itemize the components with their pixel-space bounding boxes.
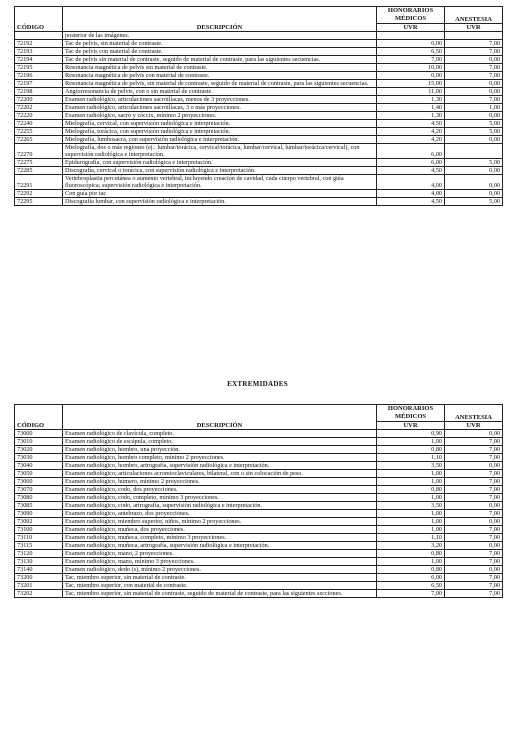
section-title: EXTREMIDADES bbox=[227, 380, 288, 388]
row-code: 73000 bbox=[15, 430, 63, 438]
table-row bbox=[15, 542, 503, 550]
row-anestesia-uvr: 7,00 bbox=[445, 64, 503, 72]
row-code: 72220 bbox=[15, 112, 63, 120]
row-code: 72255 bbox=[15, 128, 63, 136]
row-honorarios-uvr: 4,50 bbox=[377, 198, 445, 206]
row-honorarios-uvr: 0,90 bbox=[377, 430, 445, 438]
row-anestesia-uvr: 7,00 bbox=[445, 526, 503, 534]
header-description: DESCRIPCIÓN bbox=[63, 405, 377, 430]
row-description: Con guía por tac bbox=[63, 190, 377, 198]
table-row bbox=[15, 550, 503, 558]
row-honorarios-uvr: 6,00 bbox=[377, 574, 445, 582]
table-row bbox=[15, 470, 503, 478]
table-row bbox=[15, 518, 503, 526]
row-description: Examen radiológico, hombro, artrografía, supervisión radiológica e interpretación. bbox=[63, 462, 377, 470]
row-description: Examen radiológico, codo, completo, mínimo 3 proyecciones. bbox=[63, 494, 377, 502]
row-code: 73115 bbox=[15, 542, 63, 550]
row-honorarios-uvr: 6,00 bbox=[377, 144, 445, 159]
header-uvr-honorarios: UVR bbox=[377, 422, 445, 430]
row-code: 72197 bbox=[15, 80, 63, 88]
header-anestesia: ANESTESIA bbox=[445, 7, 503, 24]
table-row bbox=[15, 574, 503, 582]
header-code: CÓDIGO bbox=[15, 405, 63, 430]
row-code: 73092 bbox=[15, 518, 63, 526]
row-honorarios-uvr: 11,00 bbox=[377, 88, 445, 96]
row-description: Examen radiológico, codo, artrografía, supervisión radiológica e interpretación. bbox=[63, 502, 377, 510]
table-row bbox=[15, 88, 503, 96]
row-anestesia-uvr: 5,00 bbox=[445, 198, 503, 206]
row-code: 72265 bbox=[15, 136, 63, 144]
row-honorarios-uvr: 4,00 bbox=[377, 175, 445, 190]
row-description: Examen radiológico, articulaciones sacroilíacas, menos de 3 proyecciones. bbox=[63, 96, 377, 104]
row-anestesia-uvr: 7,00 bbox=[445, 486, 503, 494]
row-anestesia-uvr: 5,00 bbox=[445, 159, 503, 167]
row-anestesia-uvr: 7,00 bbox=[445, 40, 503, 48]
row-code: 73110 bbox=[15, 534, 63, 542]
table-row bbox=[15, 590, 503, 598]
row-code: 73200 bbox=[15, 574, 63, 582]
row-anestesia-uvr: 7,00 bbox=[445, 446, 503, 454]
fee-table-pelvis bbox=[14, 6, 503, 206]
row-honorarios-uvr: 6,00 bbox=[377, 159, 445, 167]
row-code: 72295 bbox=[15, 198, 63, 206]
table-row bbox=[15, 159, 503, 167]
table-row bbox=[15, 454, 503, 462]
row-anestesia-uvr bbox=[445, 32, 503, 40]
row-description: Examen radiológico, mano, mínimo 3 proyecciones. bbox=[63, 558, 377, 566]
row-code: 72196 bbox=[15, 72, 63, 80]
row-honorarios-uvr: 1,00 bbox=[377, 470, 445, 478]
row-code: 72192 bbox=[15, 40, 63, 48]
row-description: Examen radiológico, muñeca, completo, mínimo 3 proyecciones. bbox=[63, 534, 377, 542]
row-description: Tac de pelvis con material de contraste. bbox=[63, 48, 377, 56]
row-anestesia-uvr: 7,00 bbox=[445, 454, 503, 462]
row-code: 73040 bbox=[15, 462, 63, 470]
row-description: Vertebroplastia percutánea o aumento vertebral, incluyendo creación de cavidad, cada cuerpo vertebral, con guía fluoroscópica; supervisión radiológica e interpretación. bbox=[63, 175, 377, 190]
table-row bbox=[15, 478, 503, 486]
row-code: 72270 bbox=[15, 144, 63, 159]
row-code: 72291 bbox=[15, 175, 63, 190]
row-anestesia-uvr bbox=[445, 144, 503, 159]
table-row bbox=[15, 96, 503, 104]
row-anestesia-uvr: 7,00 bbox=[445, 550, 503, 558]
table-row bbox=[15, 462, 503, 470]
row-honorarios-uvr: 6,00 bbox=[377, 40, 445, 48]
header-honorarios: HONORARIOS MÉDICOS bbox=[377, 405, 445, 422]
row-description: Examen radiológico, codo, dos proyecciones. bbox=[63, 486, 377, 494]
row-description: Mielografía, cervical, con supervisión radiológica e interpretación. bbox=[63, 120, 377, 128]
table-row bbox=[15, 510, 503, 518]
row-anestesia-uvr: 0,00 bbox=[445, 190, 503, 198]
row-honorarios-uvr: 1,00 bbox=[377, 438, 445, 446]
row-description: Examen radiológico, antebrazo, dos proyecciones. bbox=[63, 510, 377, 518]
row-honorarios-uvr: 3,20 bbox=[377, 542, 445, 550]
table-row bbox=[15, 120, 503, 128]
row-code: 73010 bbox=[15, 438, 63, 446]
row-anestesia-uvr: 7,00 bbox=[445, 72, 503, 80]
table-body bbox=[15, 32, 503, 206]
row-description: Examen radiológico, miembro superior, niños, mínimo 2 proyecciones. bbox=[63, 518, 377, 526]
row-description: Epidurografía, con supervisión radiológica e interpretación. bbox=[63, 159, 377, 167]
row-code: 72193 bbox=[15, 48, 63, 56]
table-row bbox=[15, 48, 503, 56]
row-honorarios-uvr: 0,80 bbox=[377, 566, 445, 574]
row-honorarios-uvr: 0,80 bbox=[377, 550, 445, 558]
row-description: Examen radiológico, hombro completo, mínimo 2 proyecciones. bbox=[63, 454, 377, 462]
row-anestesia-uvr: 0,00 bbox=[445, 462, 503, 470]
row-honorarios-uvr: 6,50 bbox=[377, 582, 445, 590]
table-row bbox=[15, 526, 503, 534]
row-code: 73060 bbox=[15, 478, 63, 486]
row-description: Examen radiológico, muñeca, artrografía, supervisión radiológica e interpretación. bbox=[63, 542, 377, 550]
row-anestesia-uvr: 0,00 bbox=[445, 80, 503, 88]
row-code: 73020 bbox=[15, 446, 63, 454]
header-uvr-anestesia: UVR bbox=[445, 24, 503, 32]
row-honorarios-uvr: 4,50 bbox=[377, 120, 445, 128]
row-anestesia-uvr: 0,00 bbox=[445, 175, 503, 190]
row-description: Tac de pelvis sin material de contraste, seguido de material de contraste, para las siguientes secuencias. bbox=[63, 56, 377, 64]
row-anestesia-uvr: 7,00 bbox=[445, 510, 503, 518]
table-row bbox=[15, 190, 503, 198]
row-code: 73201 bbox=[15, 582, 63, 590]
row-anestesia-uvr: 0,00 bbox=[445, 88, 503, 96]
header-honorarios: HONORARIOS MÉDICOS bbox=[377, 7, 445, 24]
row-honorarios-uvr: 3,50 bbox=[377, 462, 445, 470]
header-uvr-anestesia: UVR bbox=[445, 422, 503, 430]
row-honorarios-uvr: 1,00 bbox=[377, 478, 445, 486]
table-row bbox=[15, 167, 503, 175]
table-row bbox=[15, 566, 503, 574]
row-anestesia-uvr: 7,00 bbox=[445, 582, 503, 590]
table-row bbox=[15, 40, 503, 48]
row-description: Angiorresonancia de pelvis, con o sin material de contraste. bbox=[63, 88, 377, 96]
row-code: 73085 bbox=[15, 502, 63, 510]
row-code: 72292 bbox=[15, 190, 63, 198]
table-body bbox=[15, 430, 503, 598]
row-description: Resonancia magnética de pelvis sin material de contraste. bbox=[63, 64, 377, 72]
row-description: Mielografía, torácica, con supervisión radiológica e interpretación. bbox=[63, 128, 377, 136]
row-honorarios-uvr: 1,30 bbox=[377, 112, 445, 120]
row-anestesia-uvr: 7,00 bbox=[445, 574, 503, 582]
row-anestesia-uvr: 0,00 bbox=[445, 502, 503, 510]
row-description: Resonancia magnética de pelvis, sin material de contraste, seguido de material de contraste, para las siguientes secuencias. bbox=[63, 80, 377, 88]
row-description: posterior de las imágenes. bbox=[63, 32, 377, 40]
row-description: Tac de pelvis, sin material de contraste. bbox=[63, 40, 377, 48]
row-description: Mielografía, dos o más regiones (ej.: lumbar/torácica, cervical/torácica, lumbar/cervical, lumbar/torácica/cervical), con supervisión radiológica e interpretación. bbox=[63, 144, 377, 159]
row-anestesia-uvr: 0,00 bbox=[445, 430, 503, 438]
table-row bbox=[15, 112, 503, 120]
row-honorarios-uvr: 0,00 bbox=[377, 72, 445, 80]
row-description: Examen radiológico de clavícula, completo. bbox=[63, 430, 377, 438]
table-row bbox=[15, 446, 503, 454]
row-anestesia-uvr: 0,00 bbox=[445, 56, 503, 64]
row-honorarios-uvr: 4,20 bbox=[377, 136, 445, 144]
row-honorarios-uvr: 15,00 bbox=[377, 80, 445, 88]
row-anestesia-uvr: 0,00 bbox=[445, 136, 503, 144]
row-anestesia-uvr: 5,00 bbox=[445, 128, 503, 136]
row-honorarios-uvr: 6,50 bbox=[377, 48, 445, 56]
row-honorarios-uvr: 1,00 bbox=[377, 518, 445, 526]
row-description: Tac, miembro superior, sin material de contraste. bbox=[63, 574, 377, 582]
header-uvr-honorarios: UVR bbox=[377, 24, 445, 32]
row-anestesia-uvr: 7,00 bbox=[445, 558, 503, 566]
row-code: 72200 bbox=[15, 96, 63, 104]
row-code: 73070 bbox=[15, 486, 63, 494]
row-honorarios-uvr: 4,50 bbox=[377, 167, 445, 175]
row-code: 72240 bbox=[15, 120, 63, 128]
header-anestesia: ANESTESIA bbox=[445, 405, 503, 422]
table-row bbox=[15, 534, 503, 542]
row-description: Discografía lumbar, con supervisión radiológica e interpretación. bbox=[63, 198, 377, 206]
row-code: 72195 bbox=[15, 64, 63, 72]
row-anestesia-uvr: 7,00 bbox=[445, 96, 503, 104]
row-code: 73090 bbox=[15, 510, 63, 518]
header-code: CÓDIGO bbox=[15, 7, 63, 32]
row-description: Examen radiológico; articulaciones acromioclaviculares, bilateral, con o sin colocación de peso. bbox=[63, 470, 377, 478]
row-honorarios-uvr: 0,80 bbox=[377, 446, 445, 454]
row-honorarios-uvr: 1,40 bbox=[377, 104, 445, 112]
row-honorarios-uvr bbox=[377, 32, 445, 40]
row-anestesia-uvr: 7,00 bbox=[445, 478, 503, 486]
row-anestesia-uvr: 5,00 bbox=[445, 120, 503, 128]
row-anestesia-uvr: 0,00 bbox=[445, 112, 503, 120]
row-code: 72194 bbox=[15, 56, 63, 64]
table-row bbox=[15, 198, 503, 206]
table-row bbox=[15, 64, 503, 72]
row-description: Examen radiológico, muñeca, dos proyecciones. bbox=[63, 526, 377, 534]
row-description: Resonancia magnética de pelvis con material de contraste. bbox=[63, 72, 377, 80]
row-honorarios-uvr: 7,00 bbox=[377, 590, 445, 598]
table-row bbox=[15, 558, 503, 566]
table-row bbox=[15, 438, 503, 446]
row-anestesia-uvr: 7,00 bbox=[445, 494, 503, 502]
row-anestesia-uvr: 1,00 bbox=[445, 104, 503, 112]
row-honorarios-uvr: 1,00 bbox=[377, 494, 445, 502]
row-code: 73130 bbox=[15, 558, 63, 566]
table-row bbox=[15, 32, 503, 40]
row-description: Discografía, cervical o torácica, con supervisión radiológica e interpretación. bbox=[63, 167, 377, 175]
row-anestesia-uvr: 0,00 bbox=[445, 518, 503, 526]
table-row bbox=[15, 494, 503, 502]
header-description: DESCRIPCIÓN bbox=[63, 7, 377, 32]
row-code: 72202 bbox=[15, 104, 63, 112]
table-row bbox=[15, 136, 503, 144]
row-honorarios-uvr: 7,00 bbox=[377, 56, 445, 64]
row-anestesia-uvr: 7,00 bbox=[445, 534, 503, 542]
row-description: Examen radiológico, húmero, mínimo 2 proyecciones. bbox=[63, 478, 377, 486]
row-honorarios-uvr: 4,20 bbox=[377, 128, 445, 136]
row-honorarios-uvr: 3,50 bbox=[377, 502, 445, 510]
row-description: Examen radiológico de escápula, completo. bbox=[63, 438, 377, 446]
table-row bbox=[15, 128, 503, 136]
row-anestesia-uvr: 7,00 bbox=[445, 48, 503, 56]
table-row bbox=[15, 144, 503, 159]
row-code: 73100 bbox=[15, 526, 63, 534]
fee-table-extremidades bbox=[14, 404, 503, 598]
row-honorarios-uvr: 1,00 bbox=[377, 526, 445, 534]
row-anestesia-uvr: 0,00 bbox=[445, 167, 503, 175]
table-row bbox=[15, 430, 503, 438]
row-description: Examen radiológico, sacro y cóccix, mínimo 2 proyecciones. bbox=[63, 112, 377, 120]
row-honorarios-uvr: 1,30 bbox=[377, 96, 445, 104]
row-honorarios-uvr: 4,00 bbox=[377, 190, 445, 198]
row-code: 73050 bbox=[15, 470, 63, 478]
row-code: 73140 bbox=[15, 566, 63, 574]
row-code: 73080 bbox=[15, 494, 63, 502]
table-row bbox=[15, 72, 503, 80]
row-description: Tac, miembro superior, sin material de contraste, seguido de material de contraste, para las siguientes secciones. bbox=[63, 590, 377, 598]
row-description: Mielografía, lumbosacra, con supervisión radiológica e interpretación. bbox=[63, 136, 377, 144]
row-honorarios-uvr: 10,00 bbox=[377, 64, 445, 72]
row-anestesia-uvr: 0,00 bbox=[445, 566, 503, 574]
table-row bbox=[15, 486, 503, 494]
row-honorarios-uvr: 1,00 bbox=[377, 558, 445, 566]
row-anestesia-uvr: 7,00 bbox=[445, 438, 503, 446]
row-description: Tac, miembro superior, con material de contraste. bbox=[63, 582, 377, 590]
table-row bbox=[15, 582, 503, 590]
row-honorarios-uvr: 1,10 bbox=[377, 534, 445, 542]
row-code: 73202 bbox=[15, 590, 63, 598]
row-code: 72275 bbox=[15, 159, 63, 167]
row-honorarios-uvr: 1,10 bbox=[377, 454, 445, 462]
table-row bbox=[15, 502, 503, 510]
row-honorarios-uvr: 1,00 bbox=[377, 510, 445, 518]
table-row bbox=[15, 104, 503, 112]
table-row bbox=[15, 80, 503, 88]
row-code: 73030 bbox=[15, 454, 63, 462]
row-code: 72198 bbox=[15, 88, 63, 96]
row-honorarios-uvr: 0,80 bbox=[377, 486, 445, 494]
table-row bbox=[15, 175, 503, 190]
row-description: Examen radiológico, articulaciones sacroilíacas, 3 o más proyecciones. bbox=[63, 104, 377, 112]
row-description: Examen radiológico, hombro, una proyección. bbox=[63, 446, 377, 454]
row-anestesia-uvr: 0,00 bbox=[445, 542, 503, 550]
row-anestesia-uvr: 7,00 bbox=[445, 470, 503, 478]
row-code bbox=[15, 32, 63, 40]
row-description: Examen radiológico, mano, 2 proyecciones. bbox=[63, 550, 377, 558]
row-code: 73120 bbox=[15, 550, 63, 558]
row-anestesia-uvr: 7,00 bbox=[445, 590, 503, 598]
row-description: Examen radiológico, dedo (s), mínimo 2 proyecciones. bbox=[63, 566, 377, 574]
table-row bbox=[15, 56, 503, 64]
row-code: 72285 bbox=[15, 167, 63, 175]
